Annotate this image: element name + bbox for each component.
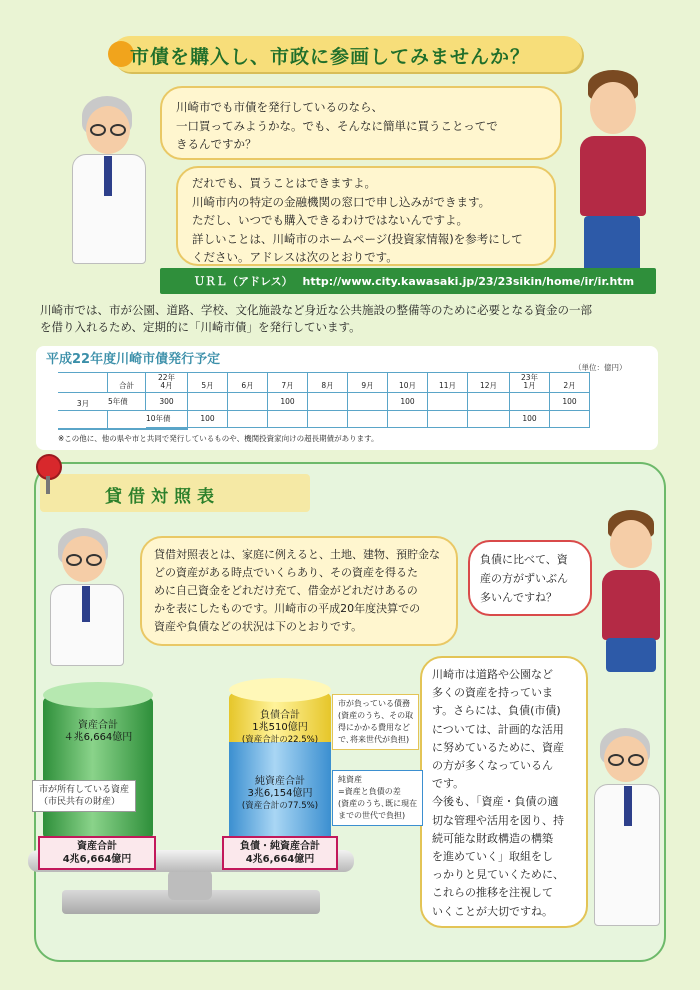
official-character-mid [48, 528, 138, 668]
table-header-cell: 9月 [348, 372, 388, 392]
url-label: ＵＲＬ（アドレス） [194, 275, 293, 288]
liab-desc-line: で､将来世代が負担) [338, 735, 410, 744]
asset-description [32, 780, 136, 812]
bubble-line: については、計画的な活用 [432, 722, 564, 736]
bubble-line: に努めているために、資産 [432, 740, 564, 754]
resident-speech-bubble [160, 86, 562, 160]
official-character-top [64, 96, 154, 266]
liability-ratio: (資産合計の22.5%) [241, 735, 319, 745]
table-header-cell: 7月 [268, 372, 308, 392]
table-cell: 100 [550, 392, 590, 410]
asset-total-title: 資産合計 [78, 720, 118, 731]
intro-line: 川崎市では、市が公園、道路、学校、文化施設など身近な公共施設の整備等のために必要となる資金の一部 [40, 303, 592, 317]
table-cell [428, 392, 468, 410]
net-desc-line: 純資産 [338, 775, 362, 784]
bubble-line: かを表にしたものです。川崎市の平成20年度決算での [154, 602, 421, 615]
asset-desc-line: 市が所有している資産 [39, 785, 130, 795]
table-header-cell: 8月 [308, 372, 348, 392]
schedule-note: ※この他に、他の県や市と共同で発行しているものや、機関投資家向けの超長期債があります。 [58, 434, 379, 443]
pushpin-needle [46, 476, 50, 494]
bubble-line: 多いんですね？ [480, 591, 557, 604]
net-asset-ratio: (資産合計の77.5%) [241, 801, 319, 811]
liability-value: 1兆510億円 [252, 722, 308, 733]
table-cell [146, 428, 188, 430]
table-cell [308, 392, 348, 410]
bubble-line: 切な管理や活用を図り、持 [432, 813, 564, 827]
table-cell [388, 410, 428, 428]
bubble-line: ただし、いつでも購入できるわけではないんですよ。 [192, 213, 468, 227]
balance-explanation-bubble [140, 536, 458, 646]
liab-desc-line: 得にかかる費用など [338, 723, 410, 732]
bubble-line: めに自己資金をどれだけ充て、借金がどれだけあるの [154, 584, 418, 597]
bubble-line: いくことが大切ですね。 [432, 904, 553, 918]
table-cell [228, 392, 268, 410]
liab-net-total-box [222, 836, 338, 870]
schedule-unit: （単位：億円） [574, 363, 627, 372]
bubble-line: の方が多くなっているん [432, 759, 553, 773]
table-cell [188, 392, 228, 410]
table-header-cell: 6月 [228, 372, 268, 392]
table-header-cell [58, 372, 108, 392]
table-cell [108, 428, 146, 430]
official-speech-bubble [176, 166, 556, 266]
table-cell: 100 [510, 410, 550, 428]
table-cell [228, 410, 268, 428]
table-cell [108, 410, 146, 428]
liability-segment-top [229, 678, 331, 702]
page-title: 市債を購入し、市政に参画してみませんか？ [130, 46, 531, 68]
liability-description [332, 694, 419, 750]
bubble-line: す。さらには、負債(市債) [432, 704, 561, 718]
table-header-cell: 10月 [388, 372, 428, 392]
url-link[interactable]: http://www.city.kawasaki.jp/23/23sikin/home/ir/ir.htm [302, 275, 635, 288]
bubble-line: を進めていく」取組をし [432, 850, 553, 864]
bubble-line: 今後も、「資産・負債の適 [432, 795, 559, 809]
table-cell [58, 410, 108, 428]
table-cell [348, 410, 388, 428]
official-character-bottom [592, 728, 662, 928]
table-cell [348, 392, 388, 410]
asset-box-value: 4兆6,664億円 [62, 854, 132, 865]
asset-cylinder [43, 688, 153, 848]
resident-character-top [574, 70, 654, 290]
bubble-line: 川崎市は道路や公園など [432, 668, 553, 681]
bubble-line: 続可能な財政構造の構築 [432, 831, 553, 845]
intro-text [40, 302, 670, 336]
bubble-line: これらの推移を注視して [432, 886, 553, 900]
table-header-cell: 合計 [108, 372, 146, 392]
table-header-cell: 23年 1月 [510, 372, 550, 392]
liability-title: 負債合計 [260, 710, 300, 721]
asset-box-label: 資産合計 [77, 841, 117, 852]
net-desc-line: までの世代で負担) [338, 811, 406, 820]
table-cell [428, 410, 468, 428]
bubble-line: どの資産がある時点でいくらあり、その資産を得るた [154, 566, 418, 579]
liabnet-box-label: 負債・純資産合計 [240, 841, 320, 852]
bubble-line: です。 [432, 777, 465, 791]
asset-total-value: ４兆6,664億円 [63, 732, 133, 743]
table-cell [58, 428, 108, 430]
table-cell: 100 [188, 410, 228, 428]
bubble-line: 多くの資産を持っていま [432, 686, 553, 700]
table-cell [468, 392, 510, 410]
asset-desc-line: （市民共有の財産） [39, 797, 121, 807]
bubble-line: 川崎市でも市債を発行しているのなら、 [176, 100, 383, 114]
table-cell [550, 410, 590, 428]
bubble-line: だれでも、買うことはできますよ。 [192, 176, 376, 190]
net-asset-description [332, 770, 423, 826]
resident-character-mid [600, 510, 662, 670]
intro-line: を借り入れるため、定期的に「川崎市債」を発行しています。 [40, 320, 361, 334]
bubble-line: 川崎市内の特定の金融機関の窓口で申し込みができます。 [192, 194, 491, 209]
asset-cylinder-top [43, 682, 153, 708]
table-cell [510, 392, 550, 410]
bubble-line: ください。アドレスは次のとおりです。 [192, 250, 398, 264]
liabnet-box-value: 4兆6,664億円 [245, 854, 315, 865]
table-header-cell: 2月 [550, 372, 590, 392]
net-asset-value: 3兆6,154億円 [247, 788, 313, 799]
table-cell [468, 410, 510, 428]
bubble-line: 産の方がずいぶん [480, 572, 568, 585]
table-header-cell: 11月 [428, 372, 468, 392]
table-cell: 300 [146, 392, 188, 410]
schedule-table [58, 372, 636, 430]
schedule-title: 平成22年度川崎市債発行予定 [46, 352, 221, 367]
table-header-cell: 5月 [188, 372, 228, 392]
bubble-line: きるんですか？ [176, 137, 257, 151]
scale-stand [168, 870, 212, 900]
url-bar [160, 268, 656, 294]
official-comment-bubble [420, 656, 588, 928]
resident-question-bubble [468, 540, 592, 616]
asset-total-label [43, 720, 153, 744]
net-asset-label [229, 776, 331, 812]
bubble-line: 詳しいことは、川崎市のホームページ(投資家情報)を参考にして [192, 231, 523, 246]
bubble-line: 貸借対照表とは、家庭に例えると、土地、建物、預貯金な [154, 548, 440, 561]
liab-desc-line: (資産のうち、その取 [338, 711, 414, 720]
bubble-line: 負債に比べて、資 [480, 553, 568, 566]
table-row-label: 5年債 [108, 392, 146, 410]
table-header-cell: 12月 [468, 372, 510, 392]
liab-desc-line: 市が負っている債務 [338, 699, 410, 708]
table-cell [308, 410, 348, 428]
asset-total-box [38, 836, 156, 870]
net-desc-line: (資産のうち､既に現在 [338, 799, 418, 808]
table-cell: 100 [388, 392, 428, 410]
net-asset-title: 純資産合計 [255, 776, 305, 787]
bubble-line: っかりと見ていくために、 [432, 868, 564, 882]
liability-label [229, 710, 331, 746]
bubble-line: 一口買ってみようかな。でも、そんなに簡単に買うことってで [176, 118, 498, 133]
table-header-cell: 3月 [58, 392, 108, 410]
table-cell: 100 [268, 392, 308, 410]
net-desc-line: =資産と負債の差 [338, 787, 401, 796]
table-header-cell: 22年 4月 [146, 372, 188, 392]
table-row-label: 10年債 [146, 410, 188, 428]
bubble-line: 資産や負債などの状況は下のとおりです。 [154, 620, 363, 633]
section-title: 貸借対照表 [105, 487, 220, 507]
table-cell [268, 410, 308, 428]
